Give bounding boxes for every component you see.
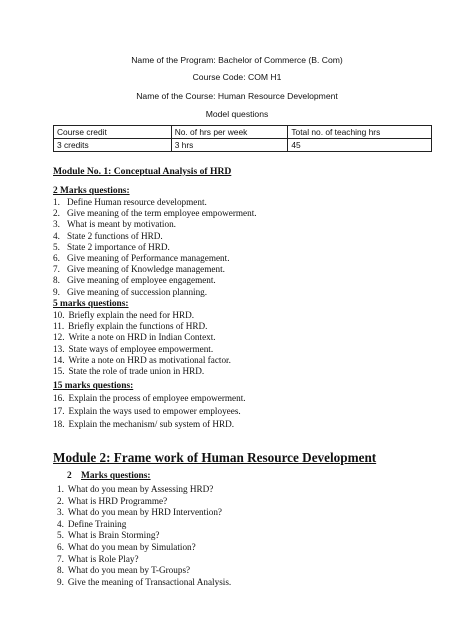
list-item: 4. State 2 functions of HRD. <box>53 230 163 241</box>
list-item: 5. What is Brain Storming? <box>57 530 160 541</box>
list-item: 15. State the role of trade union in HRD. <box>53 365 205 376</box>
list-item: 9. Give meaning of succession planning. <box>53 286 208 297</box>
section-title: 15 marks questions: <box>53 381 134 391</box>
table-header-cell: Course credit <box>54 126 172 139</box>
list-item: 4. Define Training <box>57 518 127 529</box>
list-item: 7. What is Role Play? <box>57 553 139 564</box>
list-item: 3. What is meant by motivation. <box>53 219 176 230</box>
model-questions-heading: Model questions <box>205 109 269 119</box>
list-item: 8. What do you mean by T-Groups? <box>57 565 191 576</box>
list-item: 3. What do you mean by HRD Intervention? <box>57 507 222 518</box>
list-item: 12. Write a note on HRD in Indian Context. <box>53 332 216 343</box>
list-item: 6. Give meaning of Performance management. <box>53 252 230 263</box>
list-item: 2. Give meaning of the term employee empowerment. <box>53 208 257 219</box>
section-title <box>67 471 151 481</box>
list-item: 1. What do you mean by Assessing HRD? <box>57 484 214 494</box>
section-title: 2 Marks questions: <box>53 186 130 196</box>
list-item: 2. What is HRD Programme? <box>57 495 168 506</box>
table-header-cell: No. of hrs per week <box>171 126 288 139</box>
question-list <box>57 484 231 588</box>
table-row <box>54 139 432 152</box>
list-item: 18. Explain the mechanism/ sub system of HRD. <box>53 419 235 429</box>
list-item: 7. Give meaning of Knowledge management. <box>53 264 225 275</box>
list-item: 1. Define Human resource development. <box>53 197 207 207</box>
module-1-title: Module No. 1: Conceptual Analysis of HRD <box>53 166 232 177</box>
list-item: 13. State ways of employee empowerment. <box>53 343 214 354</box>
table-cell: 3 credits <box>54 139 172 152</box>
program-name: Name of the Program: Bachelor of Commerce (B. Com) <box>131 55 343 65</box>
list-item: 8. Give meaning of employee engagement. <box>53 275 216 286</box>
question-list <box>53 197 257 298</box>
module-2-title: Module 2: Frame work of Human Resource Development <box>53 450 377 465</box>
list-item: 11. Briefly explain the functions of HRD. <box>53 321 208 332</box>
list-item: 17. Explain the ways used to empower employees. <box>53 406 241 416</box>
section-number: 2 <box>67 471 72 481</box>
list-item: 14. Write a note on HRD as motivational factor. <box>53 354 231 365</box>
list-item: 5. State 2 importance of HRD. <box>53 241 170 252</box>
course-name: Name of the Course: Human Resource Development <box>136 91 338 101</box>
question-list <box>53 392 246 431</box>
course-credit-table <box>53 125 432 152</box>
list-item: 6. What do you mean by Simulation? <box>57 541 196 552</box>
course-code: Course Code: COM H1 <box>192 72 282 82</box>
table-header-cell: Total no. of teaching hrs <box>288 126 432 139</box>
list-item: 10. Briefly explain the need for HRD. <box>53 310 195 320</box>
table-cell: 45 <box>288 139 432 152</box>
section-title: 5 marks questions: <box>53 299 129 309</box>
table-cell: 3 hrs <box>171 139 288 152</box>
list-item: 16. Explain the process of employee empowerment. <box>53 393 246 403</box>
table-header-row <box>54 126 432 139</box>
list-item: 9. Give the meaning of Transactional Analysis. <box>57 576 232 587</box>
question-list <box>53 310 231 377</box>
section-title-text: Marks questions: <box>81 471 151 481</box>
